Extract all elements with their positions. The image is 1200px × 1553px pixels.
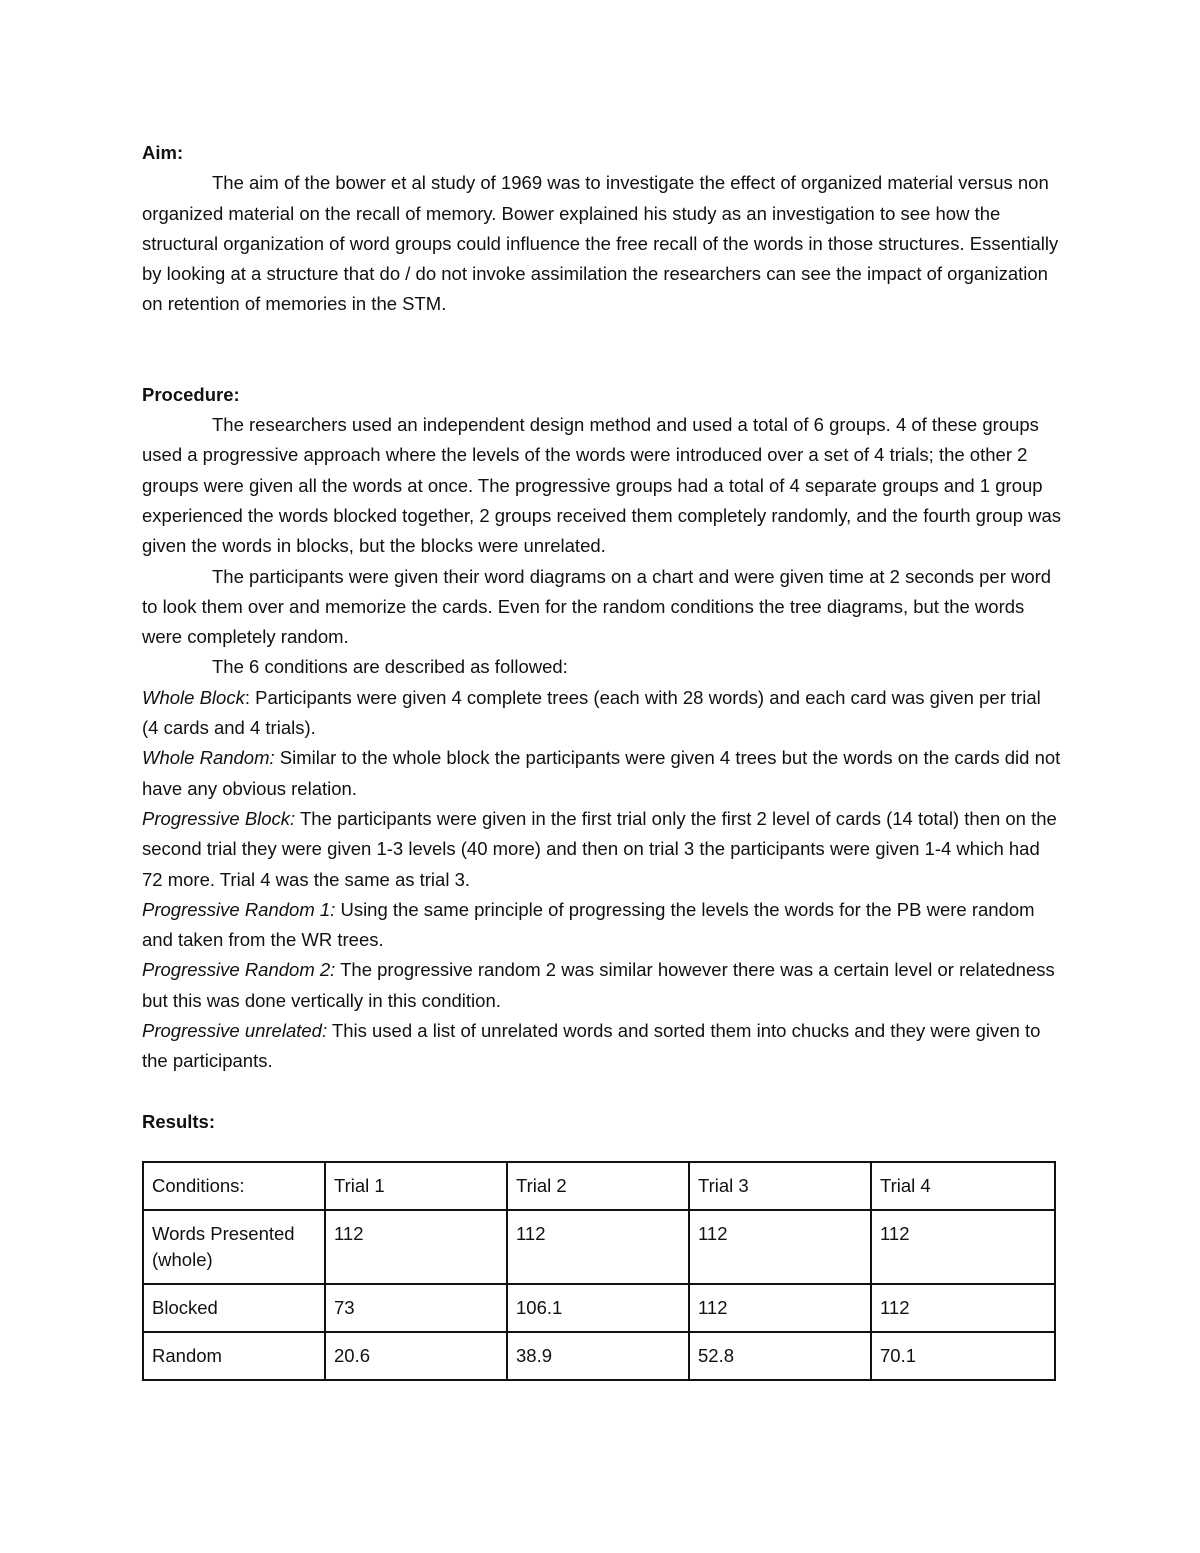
table-cell: 112 bbox=[325, 1210, 507, 1284]
table-cell: 20.6 bbox=[325, 1332, 507, 1380]
condition-whole-random bbox=[142, 743, 1062, 804]
condition-text: Similar to the whole block the participants were given 4 trees but the words on the cards did not have any obvious relation. bbox=[142, 747, 1061, 799]
table-header-row bbox=[143, 1162, 1055, 1210]
condition-text: : Participants were given 4 complete trees (each with 28 words) and each card was given per trial (4 cards and 4 trials). bbox=[142, 686, 1041, 739]
table-row bbox=[143, 1284, 1055, 1332]
condition-label: Progressive Random 2: bbox=[142, 959, 336, 981]
aim-heading: Aim: bbox=[142, 142, 184, 163]
table-cell: Blocked bbox=[143, 1284, 325, 1332]
condition-label: Progressive Random 1: bbox=[142, 898, 336, 920]
table-header-cell: Trial 4 bbox=[871, 1162, 1055, 1210]
condition-label: Whole Block bbox=[142, 686, 245, 708]
table-row bbox=[143, 1210, 1055, 1284]
table-header-cell: Trial 3 bbox=[689, 1162, 871, 1210]
condition-label: Whole Random: bbox=[142, 747, 275, 769]
table-cell: Words Presented (whole) bbox=[143, 1210, 325, 1284]
condition-text: This used a list of unrelated words and sorted them into chucks and they were given to the participants. bbox=[142, 1020, 1041, 1072]
condition-label: Progressive unrelated: bbox=[142, 1020, 328, 1042]
table-cell: 52.8 bbox=[689, 1332, 871, 1380]
procedure-heading: Procedure: bbox=[142, 383, 240, 405]
table-cell: 112 bbox=[689, 1210, 871, 1284]
condition-text: The participants were given in the first trial only the first 2 level of cards (14 total) then on the second trial they were given 1-3 levels (40 more) and then on trial 3 the participants were given 1-4 which had 72 more. Trial 4 was the same as trial 3. bbox=[142, 807, 1057, 890]
table-cell: 112 bbox=[871, 1210, 1055, 1284]
condition-text: The progressive random 2 was similar however there was a certain level or relatedness but this was done vertically in this condition. bbox=[142, 959, 1055, 1011]
condition-whole-block bbox=[142, 683, 1062, 744]
table-header-cell: Trial 1 bbox=[325, 1162, 507, 1210]
table-cell: 38.9 bbox=[507, 1332, 689, 1380]
condition-text: Using the same principle of progressing the levels the words for the PB were random and taken from the WR trees. bbox=[142, 898, 1035, 951]
table-cell: Random bbox=[143, 1332, 325, 1380]
condition-progressive-block bbox=[142, 804, 1062, 895]
table-cell: 70.1 bbox=[871, 1332, 1055, 1380]
procedure-paragraph-3: The 6 conditions are described as followed: bbox=[212, 656, 568, 678]
aim-paragraph: The aim of the bower et al study of 1969 was to investigate the effect of organized material versus non organized material on the recall of memory. Bower explained his study as an investigation to see how the structural organization of word groups could influence the free recall of the words in those structures. Essentially by looking at a structure that do / do not invoke assimilation the researchers can see the impact of organization on retention of memories in the STM. bbox=[142, 172, 1059, 315]
condition-progressive-unrelated bbox=[142, 1016, 1062, 1077]
table-row bbox=[143, 1332, 1055, 1380]
condition-label: Progressive Block: bbox=[142, 807, 296, 829]
table-cell: 73 bbox=[325, 1284, 507, 1332]
table-header-cell: Conditions: bbox=[143, 1162, 325, 1210]
table-header-cell: Trial 2 bbox=[507, 1162, 689, 1210]
condition-progressive-random-1 bbox=[142, 895, 1062, 956]
section-spacer bbox=[142, 320, 1062, 380]
procedure-paragraph-1: The researchers used an independent design method and used a total of 6 groups. 4 of these groups used a progressive approach where the levels of the words were introduced over a set of 4 trials; the other 2 groups were given all the words at once. The progressive groups had a total of 4 separate groups and 1 group experienced the words blocked together, 2 groups received them completely randomly, and the fourth group was given the words in blocks, but the blocks were unrelated. bbox=[142, 414, 1062, 557]
table-cell: 112 bbox=[871, 1284, 1055, 1332]
results-table bbox=[142, 1161, 1056, 1381]
results-heading: Results: bbox=[142, 1110, 215, 1132]
table-cell: 112 bbox=[507, 1210, 689, 1284]
table-cell: 106.1 bbox=[507, 1284, 689, 1332]
condition-progressive-random-2 bbox=[142, 955, 1062, 1016]
section-spacer bbox=[142, 1077, 1062, 1107]
procedure-paragraph-2: The participants were given their word diagrams on a chart and were given time at 2 seconds per word to look them over and memorize the cards. Even for the random conditions the tree diagrams, but the words were completely random. bbox=[142, 565, 1052, 648]
table-cell: 112 bbox=[689, 1284, 871, 1332]
document-page bbox=[142, 138, 1062, 1381]
